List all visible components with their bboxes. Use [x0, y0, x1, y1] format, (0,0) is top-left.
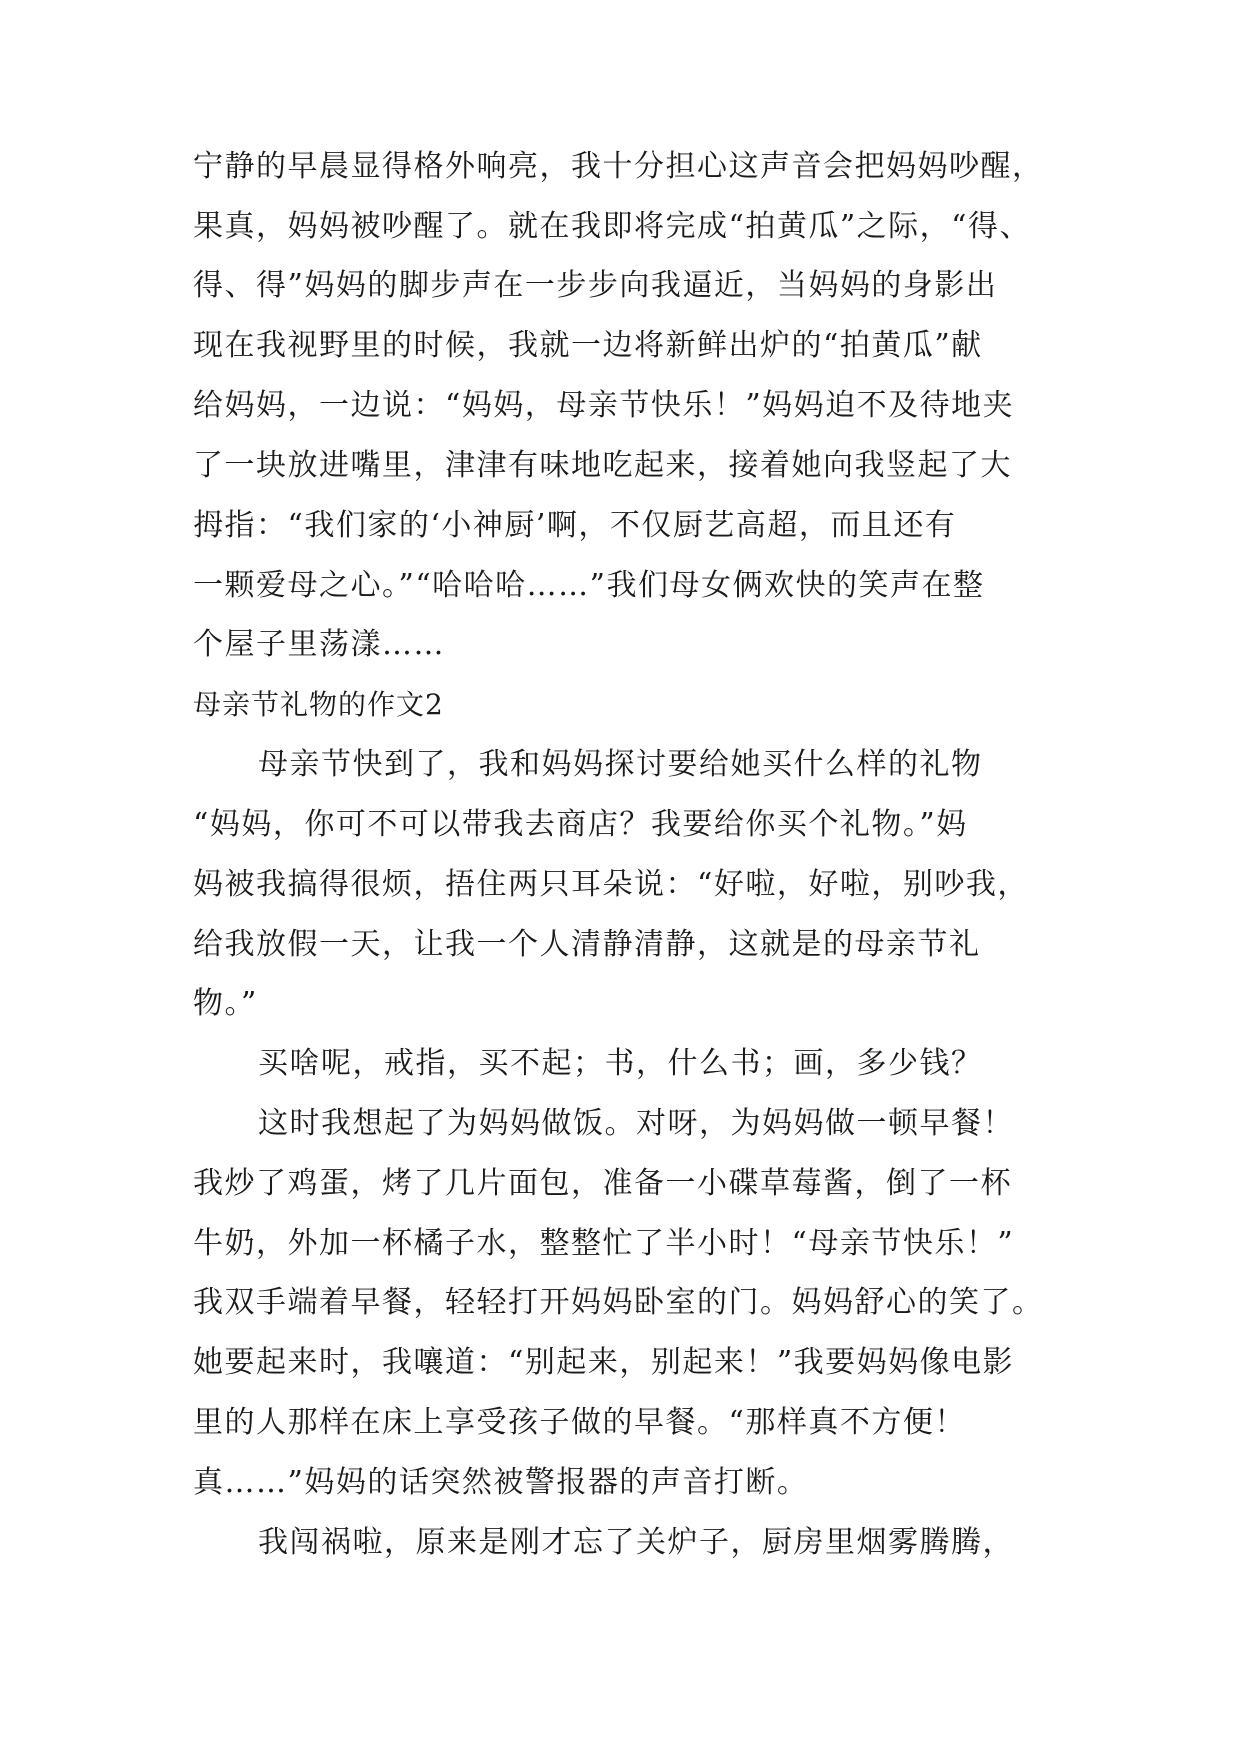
text-line: 拇指：“我们家的‘小神厨’啊，不仅厨艺高超，而且还有	[193, 508, 957, 543]
text-line: 得、得”妈妈的脚步声在一步步向我逼近，当妈妈的身影出	[193, 268, 998, 303]
section-heading: 母亲节礼物的作文2	[193, 688, 444, 721]
text-line: 妈被我搞得很烦，捂住两只耳朵说：“好啦，好啦，别吵我，	[193, 867, 1029, 902]
text-line: “妈妈，你可不可以带我去商店？我要给你买个礼物。”妈	[193, 807, 968, 842]
text-line: 母亲节快到了，我和妈妈探讨要给她买什么样的礼物	[258, 747, 983, 782]
text-line: 我双手端着早餐，轻轻打开妈妈卧室的门。妈妈舒心的笑了。	[193, 1285, 1044, 1320]
text-line: 我闯祸啦，原来是刚才忘了关炉子，厨房里烟雾腾腾，	[258, 1525, 1014, 1560]
text-line: 宁静的早晨显得格外响亮，我十分担心这声音会把妈妈吵醒，	[193, 149, 1044, 184]
text-line: 一颗爱母之心。”“哈哈哈……”我们母女俩欢快的笑声在整	[193, 568, 985, 603]
text-line: 现在我视野里的时候，我就一边将新鲜出炉的“拍黄瓜”献	[193, 328, 983, 363]
text-line: 果真，妈妈被吵醒了。就在我即将完成“拍黄瓜”之际，“得、	[193, 209, 1032, 244]
text-line: 真……”妈妈的话突然被警报器的声音打断。	[193, 1465, 809, 1500]
text-line: 里的人那样在床上享受孩子做的早餐。“那样真不方便！	[193, 1405, 966, 1440]
text-line: 给我放假一天，让我一个人清静清静，这就是的母亲节礼	[193, 927, 981, 962]
text-line: 个屋子里荡漾……	[193, 627, 445, 662]
text-line: 给妈妈，一边说：“妈妈，母亲节快乐！”妈妈迫不及待地夹	[193, 388, 1015, 423]
text-line: 这时我想起了为妈妈做饭。对呀，为妈妈做一顿早餐！	[258, 1106, 1014, 1141]
text-line: 物。”	[193, 986, 258, 1021]
text-line: 牛奶，外加一杯橘子水，整整忙了半小时！“母亲节快乐！”	[193, 1226, 1015, 1261]
text-line: 我炒了鸡蛋，烤了几片面包，准备一小碟草莓酱，倒了一杯	[193, 1166, 1012, 1201]
text-line: 了一块放进嘴里，津津有味地吃起来，接着她向我竖起了大	[193, 448, 1012, 483]
text-line: 她要起来时，我嚷道：“别起来，别起来！”我要妈妈像电影	[193, 1345, 1015, 1380]
text-line: 买啥呢，戒指，买不起；书，什么书；画，多少钱？	[258, 1046, 983, 1081]
